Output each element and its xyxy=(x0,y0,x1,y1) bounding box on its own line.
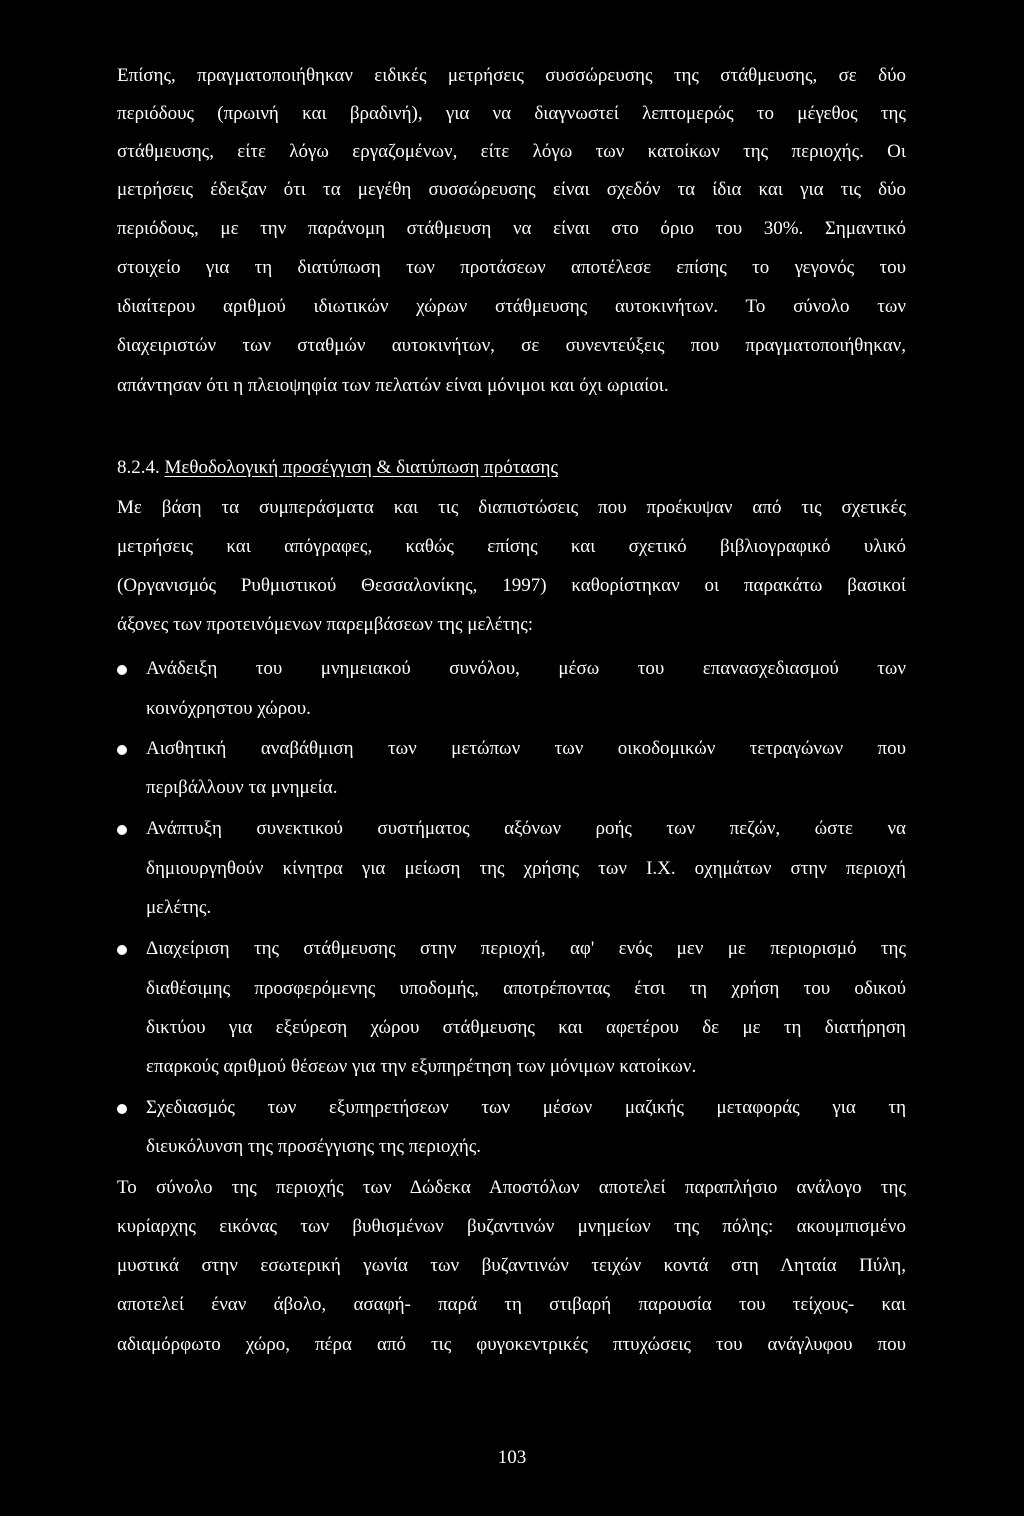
text-line: περιόδους, με την παράνομη στάθμευση να είναι στο όριο του 30%. Σημαντικό xyxy=(117,218,906,239)
bullet-icon xyxy=(117,665,127,675)
text-line: περιβάλλουν τα μνημεία. xyxy=(146,777,338,798)
text-line: Το σύνολο της περιοχής των Δώδεκα Αποστόλων αποτελεί παραπλήσιο ανάλογο της xyxy=(117,1177,906,1198)
text-line: στάθμευσης, είτε λόγω εργαζομένων, είτε λόγω των κατοίκων της περιοχής. Οι xyxy=(117,141,906,162)
text-line: άξονες των προτεινόμενων παρεμβάσεων της μελέτης: xyxy=(117,614,533,635)
section-title: Μεθοδολογική προσέγγιση & διατύπωση πρότασης xyxy=(164,457,559,478)
text-line: μετρήσεις και απόγραφες, καθώς επίσης και σχετικό βιβλιογραφικό υλικό xyxy=(117,536,906,557)
text-line: Ανάπτυξη συνεκτικού συστήματος αξόνων ροής των πεζών, ώστε να xyxy=(146,818,906,839)
text-line: περιόδους (πρωινή και βραδινή), για να διαγνωστεί λεπτομερώς το μέγεθος της xyxy=(117,103,906,124)
bullet-icon xyxy=(117,745,127,755)
page-number: 103 xyxy=(497,1447,527,1468)
bullet-icon xyxy=(117,1104,127,1114)
text-line: αδιαμόρφωτο χώρο, πέρα από τις φυγοκεντρικές πτυχώσεις του ανάγλυφου που xyxy=(117,1334,906,1355)
text-line: μετρήσεις έδειξαν ότι τα μεγέθη συσσώρευσης είναι σχεδόν τα ίδια και για τις δύο xyxy=(117,179,906,200)
text-line: δημιουργηθούν κίνητρα για μείωση της χρήσης των Ι.Χ. οχημάτων στην περιοχή xyxy=(146,858,906,879)
text-line: Αισθητική αναβάθμιση των μετώπων των οικοδομικών τετραγώνων που xyxy=(146,738,906,759)
text-line: Ανάδειξη του μνημειακού συνόλου, μέσω του επανασχεδιασμού των xyxy=(146,658,906,679)
text-line: δικτύου για εξεύρεση χώρου στάθμευσης και αφετέρου δε με τη διατήρηση xyxy=(146,1017,906,1038)
text-line: μυστικά στην εσωτερική γωνία των βυζαντινών τειχών κοντά στη Ληταία Πύλη, xyxy=(117,1255,906,1276)
section-heading xyxy=(117,456,558,480)
text-line: Επίσης, πραγματοποιήθηκαν ειδικές μετρήσεις συσσώρευσης της στάθμευσης, σε δύο xyxy=(117,65,906,86)
text-line: στοιχείο για τη διατύπωση των προτάσεων αποτέλεσε επίσης το γεγονός του xyxy=(117,257,906,278)
text-line: ιδιαίτερου αριθμού ιδιωτικών χώρων στάθμευσης αυτοκινήτων. Το σύνολο των xyxy=(117,296,906,317)
section-number: 8.2.4. xyxy=(117,457,160,478)
text-line: κυρίαρχης εικόνας των βυθισμένων βυζαντινών μνημείων της πόλης: ακουμπισμένο xyxy=(117,1216,906,1237)
text-line: κοινόχρηστου χώρου. xyxy=(146,698,311,719)
text-line: Με βάση τα συμπεράσματα και τις διαπιστώσεις που προέκυψαν από τις σχετικές xyxy=(117,497,906,518)
text-line: απάντησαν ότι η πλειοψηφία των πελατών είναι μόνιμοι και όχι ωριαίοι. xyxy=(117,375,669,396)
text-line: (Οργανισμός Ρυθμιστικού Θεσσαλονίκης, 1997) καθορίστηκαν οι παρακάτω βασικοί xyxy=(117,575,906,596)
bullet-icon xyxy=(117,825,127,835)
text-line: Σχεδιασμός των εξυπηρετήσεων των μέσων μαζικής μεταφοράς για τη xyxy=(146,1097,906,1118)
text-line: μελέτης. xyxy=(146,897,212,918)
text-line: αποτελεί έναν άβολο, ασαφή- παρά τη στιβαρή παρουσία του τείχους- και xyxy=(117,1294,906,1315)
text-line: διαχειριστών των σταθμών αυτοκινήτων, σε συνεντεύξεις που πραγματοποιήθηκαν, xyxy=(117,335,906,356)
bullet-icon xyxy=(117,945,127,955)
text-line: επαρκούς αριθμού θέσεων για την εξυπηρέτηση των μόνιμων κατοίκων. xyxy=(146,1056,697,1077)
text-line: Διαχείριση της στάθμευσης στην περιοχή, αφ' ενός μεν με περιορισμό της xyxy=(146,938,906,959)
text-line: διευκόλυνση της προσέγγισης της περιοχής. xyxy=(146,1136,482,1157)
text-line: διαθέσιμης προσφερόμενης υποδομής, αποτρέποντας έτσι τη χρήση του οδικού xyxy=(146,978,906,999)
